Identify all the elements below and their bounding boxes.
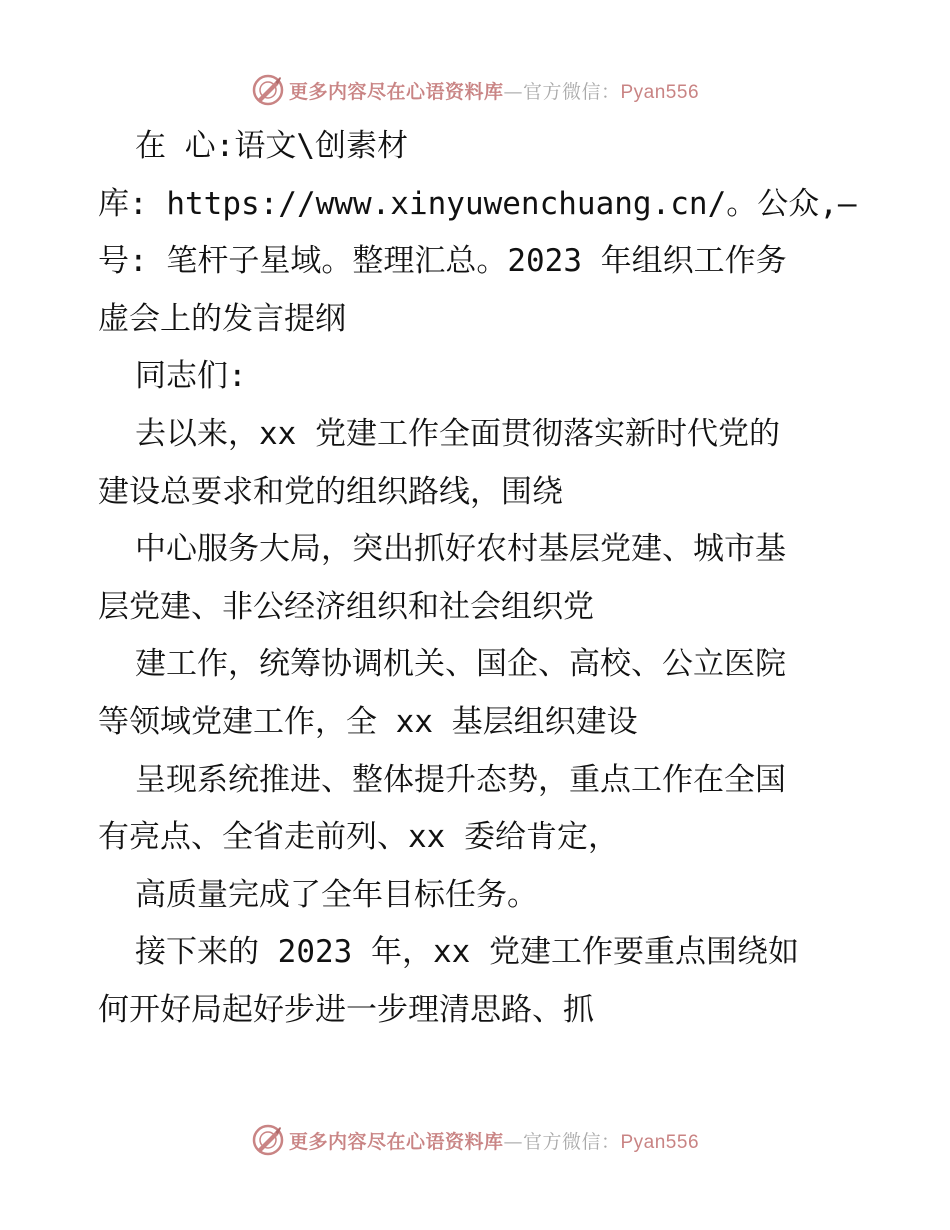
xinyu-logo-icon — [251, 1123, 285, 1157]
footer-banner-dash: — — [503, 1130, 523, 1153]
body-line-3: 号: 笔杆子星域。整理汇总。2023 年组织工作务 — [98, 243, 787, 280]
body-line-14: 高质量完成了全年目标任务。 — [135, 876, 538, 913]
footer-banner-wechat-label: 官方微信： — [522, 1130, 621, 1153]
xinyu-logo-icon — [251, 73, 285, 107]
footer-banner-text — [289, 1127, 699, 1154]
body-line-5: 同志们: — [135, 358, 247, 395]
header-banner-dash: — — [503, 80, 523, 103]
document-body — [98, 118, 858, 1040]
body-line-6: 去以来，xx 党建工作全面贯彻落实新时代党的 — [135, 415, 780, 452]
footer-banner-wechat-id: Pyan556 — [620, 1131, 700, 1153]
body-line-9: 层党建、非公经济组织和社会组织党 — [98, 588, 594, 625]
footer-banner-slogan: 更多内容尽在心语资料库 — [288, 1130, 504, 1153]
header-banner-text — [289, 77, 699, 104]
body-line-16: 何开好局起好步进一步理清思路、抓 — [98, 991, 594, 1028]
header-banner — [0, 68, 950, 112]
header-banner-wechat-id: Pyan556 — [620, 81, 700, 103]
body-line-15: 接下来的 2023 年，xx 党建工作要重点围绕如 — [135, 934, 799, 971]
header-banner-wechat-label: 官方微信： — [522, 80, 621, 103]
body-line-4: 虚会上的发言提纲 — [98, 300, 346, 337]
header-banner-slogan: 更多内容尽在心语资料库 — [288, 80, 504, 103]
body-line-8: 中心服务大局，突出抓好农村基层党建、城市基 — [135, 531, 786, 568]
body-line-1: 在 心:语文\创素材 — [135, 128, 408, 164]
body-line-13: 有亮点、全省走前列、xx 委给肯定， — [98, 819, 619, 856]
body-line-11: 等领域党建工作，全 xx 基层组织建设 — [98, 703, 638, 740]
body-line-2: 库: https://www.xinyuwenchuang.cn/。公众,— — [98, 185, 857, 222]
body-line-7: 建设总要求和党的组织路线，围绕 — [98, 473, 563, 510]
footer-banner — [0, 1118, 950, 1162]
body-line-12: 呈现系统推进、整体提升态势，重点工作在全国 — [135, 761, 786, 798]
body-line-10: 建工作，统筹协调机关、国企、高校、公立医院 — [135, 646, 786, 683]
